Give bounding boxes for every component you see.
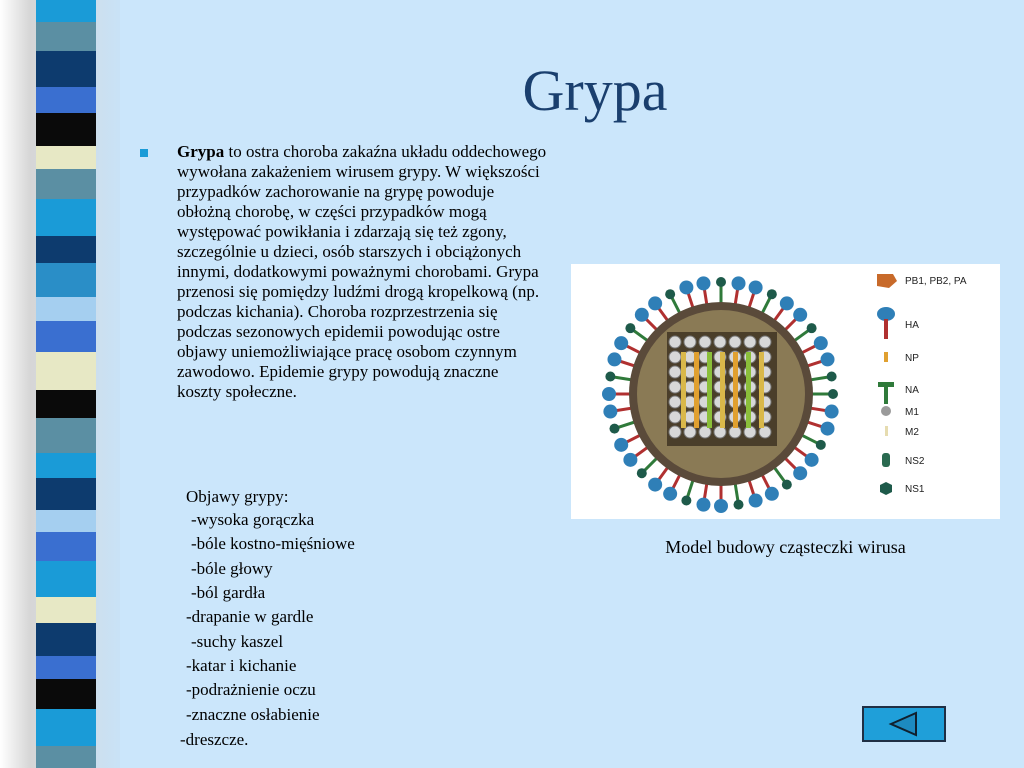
rna-segment	[681, 352, 686, 428]
spike-head	[625, 323, 635, 333]
rna-segment	[707, 352, 712, 428]
spike-head	[828, 389, 838, 399]
symptoms-heading: Objawy grypy:	[186, 487, 289, 506]
ha-spike-icon	[877, 307, 895, 321]
decorative-stripe	[36, 263, 96, 297]
pb-polymerase-icon	[877, 274, 897, 288]
spike-head	[780, 296, 794, 310]
spike-head	[696, 498, 710, 512]
matrix-sphere	[669, 426, 681, 438]
rna-segment	[746, 352, 751, 428]
spike-head	[805, 453, 819, 467]
paragraph-text: to ostra choroba zakaźna układu oddechowego wywołana zakażeniem wirusem grypy. W większości przypadków zachorowanie na grypę powoduje obłożną chorobę, w części przypadków mogą występować powikłania i zdarzają się też zgony, szczególnie u dzieci, osób starszych i obciążonych innymi, dodatkowymi poważnymi chorobami. Grypa przenosi się pomiędzy ludźmi drogą kropelkową (np. podczas kichania). Choroba rozprzestrzenia się podczas sezonowych epidemii powodując ostre objawy uniemożliwiające pracę osobom czynnym zawodowo. Epidemie grypy powodują znaczne koszty społeczne.	[177, 142, 547, 401]
matrix-sphere	[669, 411, 681, 423]
list-item: -wysoka gorączka	[191, 510, 315, 529]
spike-head	[679, 280, 693, 294]
rna-segment	[733, 352, 738, 428]
list-item: -ból gardła	[191, 583, 266, 602]
virus-model-figure	[571, 264, 1000, 519]
spike-head	[816, 440, 826, 450]
decorative-stripe	[36, 679, 96, 709]
decorative-stripe-column	[36, 0, 96, 768]
ha-stem-icon	[884, 319, 888, 339]
matrix-sphere	[729, 336, 741, 348]
decorative-stripe	[36, 746, 96, 768]
spike-head	[602, 387, 616, 401]
paragraph-term: Grypa	[177, 142, 225, 161]
decorative-stripe	[36, 0, 96, 22]
spike-head	[623, 453, 637, 467]
matrix-sphere	[669, 351, 681, 363]
spike-head	[696, 276, 710, 290]
decorative-stripe	[36, 623, 96, 656]
spike-head	[609, 424, 619, 434]
decorative-stripe	[36, 390, 96, 418]
decorative-stripe	[36, 418, 96, 453]
decorative-stripe	[36, 297, 96, 321]
square-bullet-icon	[140, 149, 148, 157]
legend-label: PB1, PB2, PA	[905, 276, 967, 287]
decorative-stripe	[36, 51, 96, 87]
spike-head	[827, 371, 837, 381]
decorative-stripe	[36, 597, 96, 623]
legend-label: HA	[905, 320, 919, 331]
spike-head	[716, 277, 726, 287]
spike-head	[614, 336, 628, 350]
decorative-stripe	[36, 87, 96, 113]
spike-head	[807, 323, 817, 333]
spike-head	[765, 487, 779, 501]
matrix-sphere	[669, 381, 681, 393]
main-paragraph	[177, 142, 547, 402]
spike-head	[681, 496, 691, 506]
decorative-stripe	[36, 321, 96, 352]
spike-head	[749, 280, 763, 294]
m2-icon	[885, 426, 888, 436]
slide-title: Grypa	[522, 58, 668, 123]
matrix-sphere	[744, 336, 756, 348]
spike-head	[605, 371, 615, 381]
spike-head	[665, 289, 675, 299]
rna-segment	[759, 352, 764, 428]
decorative-stripe	[36, 352, 96, 390]
spike-head	[767, 289, 777, 299]
spike-head	[821, 352, 835, 366]
spike-head	[614, 438, 628, 452]
list-item: -bóle głowy	[191, 559, 273, 578]
spike-head	[648, 478, 662, 492]
matrix-sphere	[669, 396, 681, 408]
spike-head	[825, 405, 839, 419]
legend-label: M2	[905, 427, 919, 438]
spike-head	[793, 466, 807, 480]
list-item: -bóle kostno-mięśniowe	[191, 534, 355, 553]
spike-head	[782, 480, 792, 490]
decorative-stripe	[36, 22, 96, 51]
na-stem-icon	[884, 382, 888, 404]
spike-head	[734, 500, 744, 510]
matrix-sphere	[669, 336, 681, 348]
decorative-stripe	[36, 561, 96, 597]
back-arrow-icon	[864, 708, 944, 740]
legend	[877, 274, 967, 495]
spike-head	[637, 468, 647, 478]
rna-segment	[720, 352, 725, 428]
decorative-stripe	[36, 532, 96, 561]
figure-caption: Model budowy cząsteczki wirusa	[665, 537, 906, 557]
decorative-stripe	[36, 510, 96, 532]
decorative-stripe	[36, 236, 96, 263]
legend-label: NP	[905, 353, 919, 364]
decorative-stripe	[36, 113, 96, 146]
spike-head	[603, 405, 617, 419]
spike-head	[607, 352, 621, 366]
spike-head	[732, 276, 746, 290]
list-item: -dreszcze.	[180, 730, 249, 749]
virus-model-illustration	[571, 264, 1000, 519]
legend-label: NS1	[905, 484, 925, 495]
ns1-icon	[880, 482, 892, 495]
spike-head	[663, 487, 677, 501]
list-item: -drapanie w gardle	[186, 607, 314, 626]
spike-head	[793, 308, 807, 322]
spike-head	[714, 499, 728, 513]
decorative-stripe	[36, 478, 96, 510]
decorative-stripe	[36, 199, 96, 236]
matrix-sphere	[714, 336, 726, 348]
decorative-stripe	[36, 453, 96, 478]
spike-head	[749, 494, 763, 508]
m1-icon	[881, 406, 891, 416]
matrix-sphere	[669, 366, 681, 378]
spike-head	[814, 336, 828, 350]
back-button[interactable]	[862, 706, 946, 742]
list-item: -katar i kichanie	[186, 656, 297, 675]
decorative-stripe	[36, 709, 96, 746]
matrix-sphere	[759, 336, 771, 348]
spike-head	[821, 422, 835, 436]
list-item: -suchy kaszel	[191, 632, 284, 651]
list-item: -podrażnienie oczu	[186, 680, 316, 699]
rna-segment	[694, 352, 699, 428]
decorative-stripe	[36, 169, 96, 199]
legend-label: NA	[905, 385, 919, 396]
matrix-sphere	[699, 336, 711, 348]
spike-head	[635, 308, 649, 322]
ns2-icon	[882, 453, 890, 467]
list-item: -znaczne osłabienie	[186, 705, 320, 724]
np-icon	[884, 352, 888, 362]
legend-label: M1	[905, 407, 919, 418]
decorative-stripe	[36, 656, 96, 679]
spike-head	[648, 296, 662, 310]
matrix-sphere	[684, 336, 696, 348]
legend-label: NS2	[905, 456, 925, 467]
decorative-stripe	[36, 146, 96, 169]
